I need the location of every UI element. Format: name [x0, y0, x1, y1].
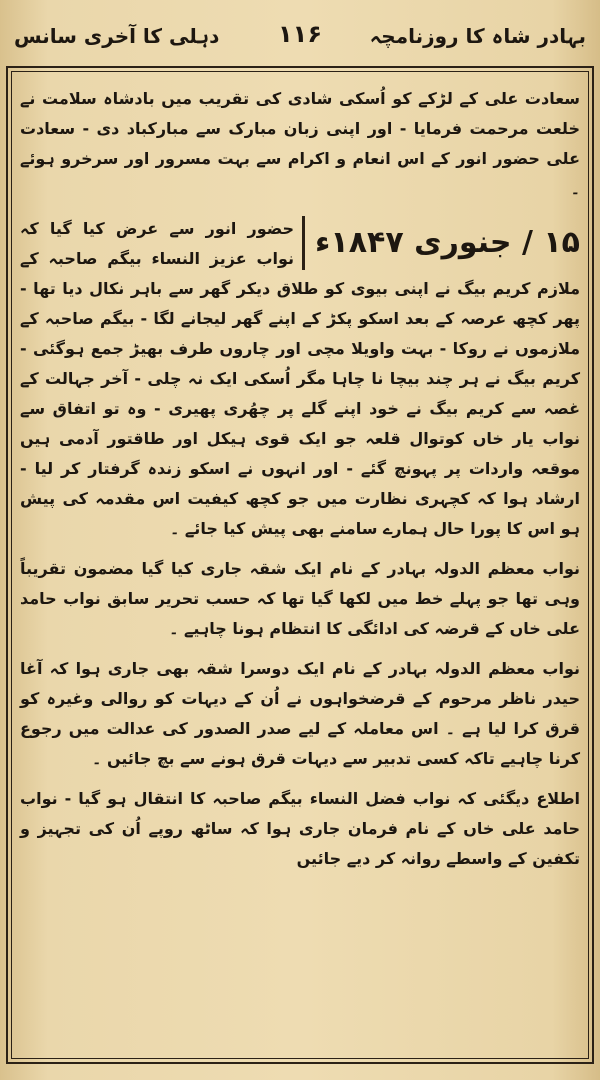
- paragraph-4: نواب معظم الدولہ بہادر کے نام ایک دوسرا شقہ بھی جاری ہوا کہ آغا حیدر ناظر مرحوم کے قرضخواہوں نے اُن کے دیہات کو روالی وغیرہ کو قرق کرا لیا ہے ۔ اس معاملہ کے لیے صدر الصدور کی عدالت میں رجوع کرنا چاہیے تاکہ کسی تدبیر سے دیہات قرق ہونے سے بچ جائیں ۔: [20, 659, 580, 768]
- paragraph-2: حضور انور سے عرض کیا گیا کہ نواب عزیز النساء بیگم صاحبہ کے ملازم کریم بیگ نے اپنی بیوی کو طلاق دیکر گھر سے باہر نکال دیا تھا - پھر کچھ عرصہ کے بعد اسکو پکڑ کے اپنے گھر لیجانے لگا - بیگم صاحبہ کے ملازموں نے روکا - بہت واویلا مچی اور چاروں طرف بھیڑ جمع ہوگئی - کریم بیگ نے ہر چند بیچا نا چاہا مگر اُسکی ایک نہ چلی - آخر جہالت کے غصہ سے کریم بیگ نے خود اپنے گلے پر چھُری پھیری - وہ تو اتفاق سے نواب یار خاں کوتوال قلعہ جو ایک قوی ہیکل اور طاقتور آدمی ہیں موقعہ واردات پر پہونچ گئے - اور انہوں نے اسکو زندہ گرفتار کر لیا - ارشاد ہوا کہ کچہری نظارت میں جو کچھ کیفیت اس مقدمہ کی پیش ہو اس کا پورا حال ہمارے سامنے بھی پیش کیا جائے ۔: [20, 219, 580, 538]
- paragraph-3: نواب معظم الدولہ بہادر کے نام ایک شقہ جاری کیا گیا مضمون تقریباً وہی تھا جو پہلے خط میں لکھا گیا تھا کہ حسب تحریر سابق نواب حامد علی خاں کے قرضہ کی ادائگی کا انتظام ہونا چاہیے ۔: [20, 559, 580, 638]
- paragraph-5: اطلاع دیگئی کہ نواب فضل النساء بیگم صاحبہ کا انتقال ہو گیا - نواب حامد علی خاں کے نام فرمان جاری ہوا کہ ساٹھ روپے اُن کی تجہیز و تکفین کے واسطے روانہ کر دیے جائیں: [20, 789, 580, 868]
- page-body: [20, 84, 580, 1054]
- book-title: بہادر شاہ کا روزنامچہ: [369, 24, 586, 48]
- page-number: ۱۱۶: [278, 20, 322, 48]
- paragraph-1: سعادت علی کے لڑکے کو اُسکی شادی کی تقریب میں بادشاہ سلامت نے خلعت مرحمت فرمایا - اور اپنی زبان مبارک سے مبارکباد دی - سعادت علی حضور انور کے اس انعام و اکرام سے بہت مسرور اور سرخرو ہوئے ۔: [20, 89, 580, 198]
- date-entry: ۱۵ / جنوری ۱۸۴۷ء: [302, 216, 580, 270]
- section-title: دہلی کا آخری سانس: [14, 24, 220, 48]
- page-header: [14, 14, 586, 64]
